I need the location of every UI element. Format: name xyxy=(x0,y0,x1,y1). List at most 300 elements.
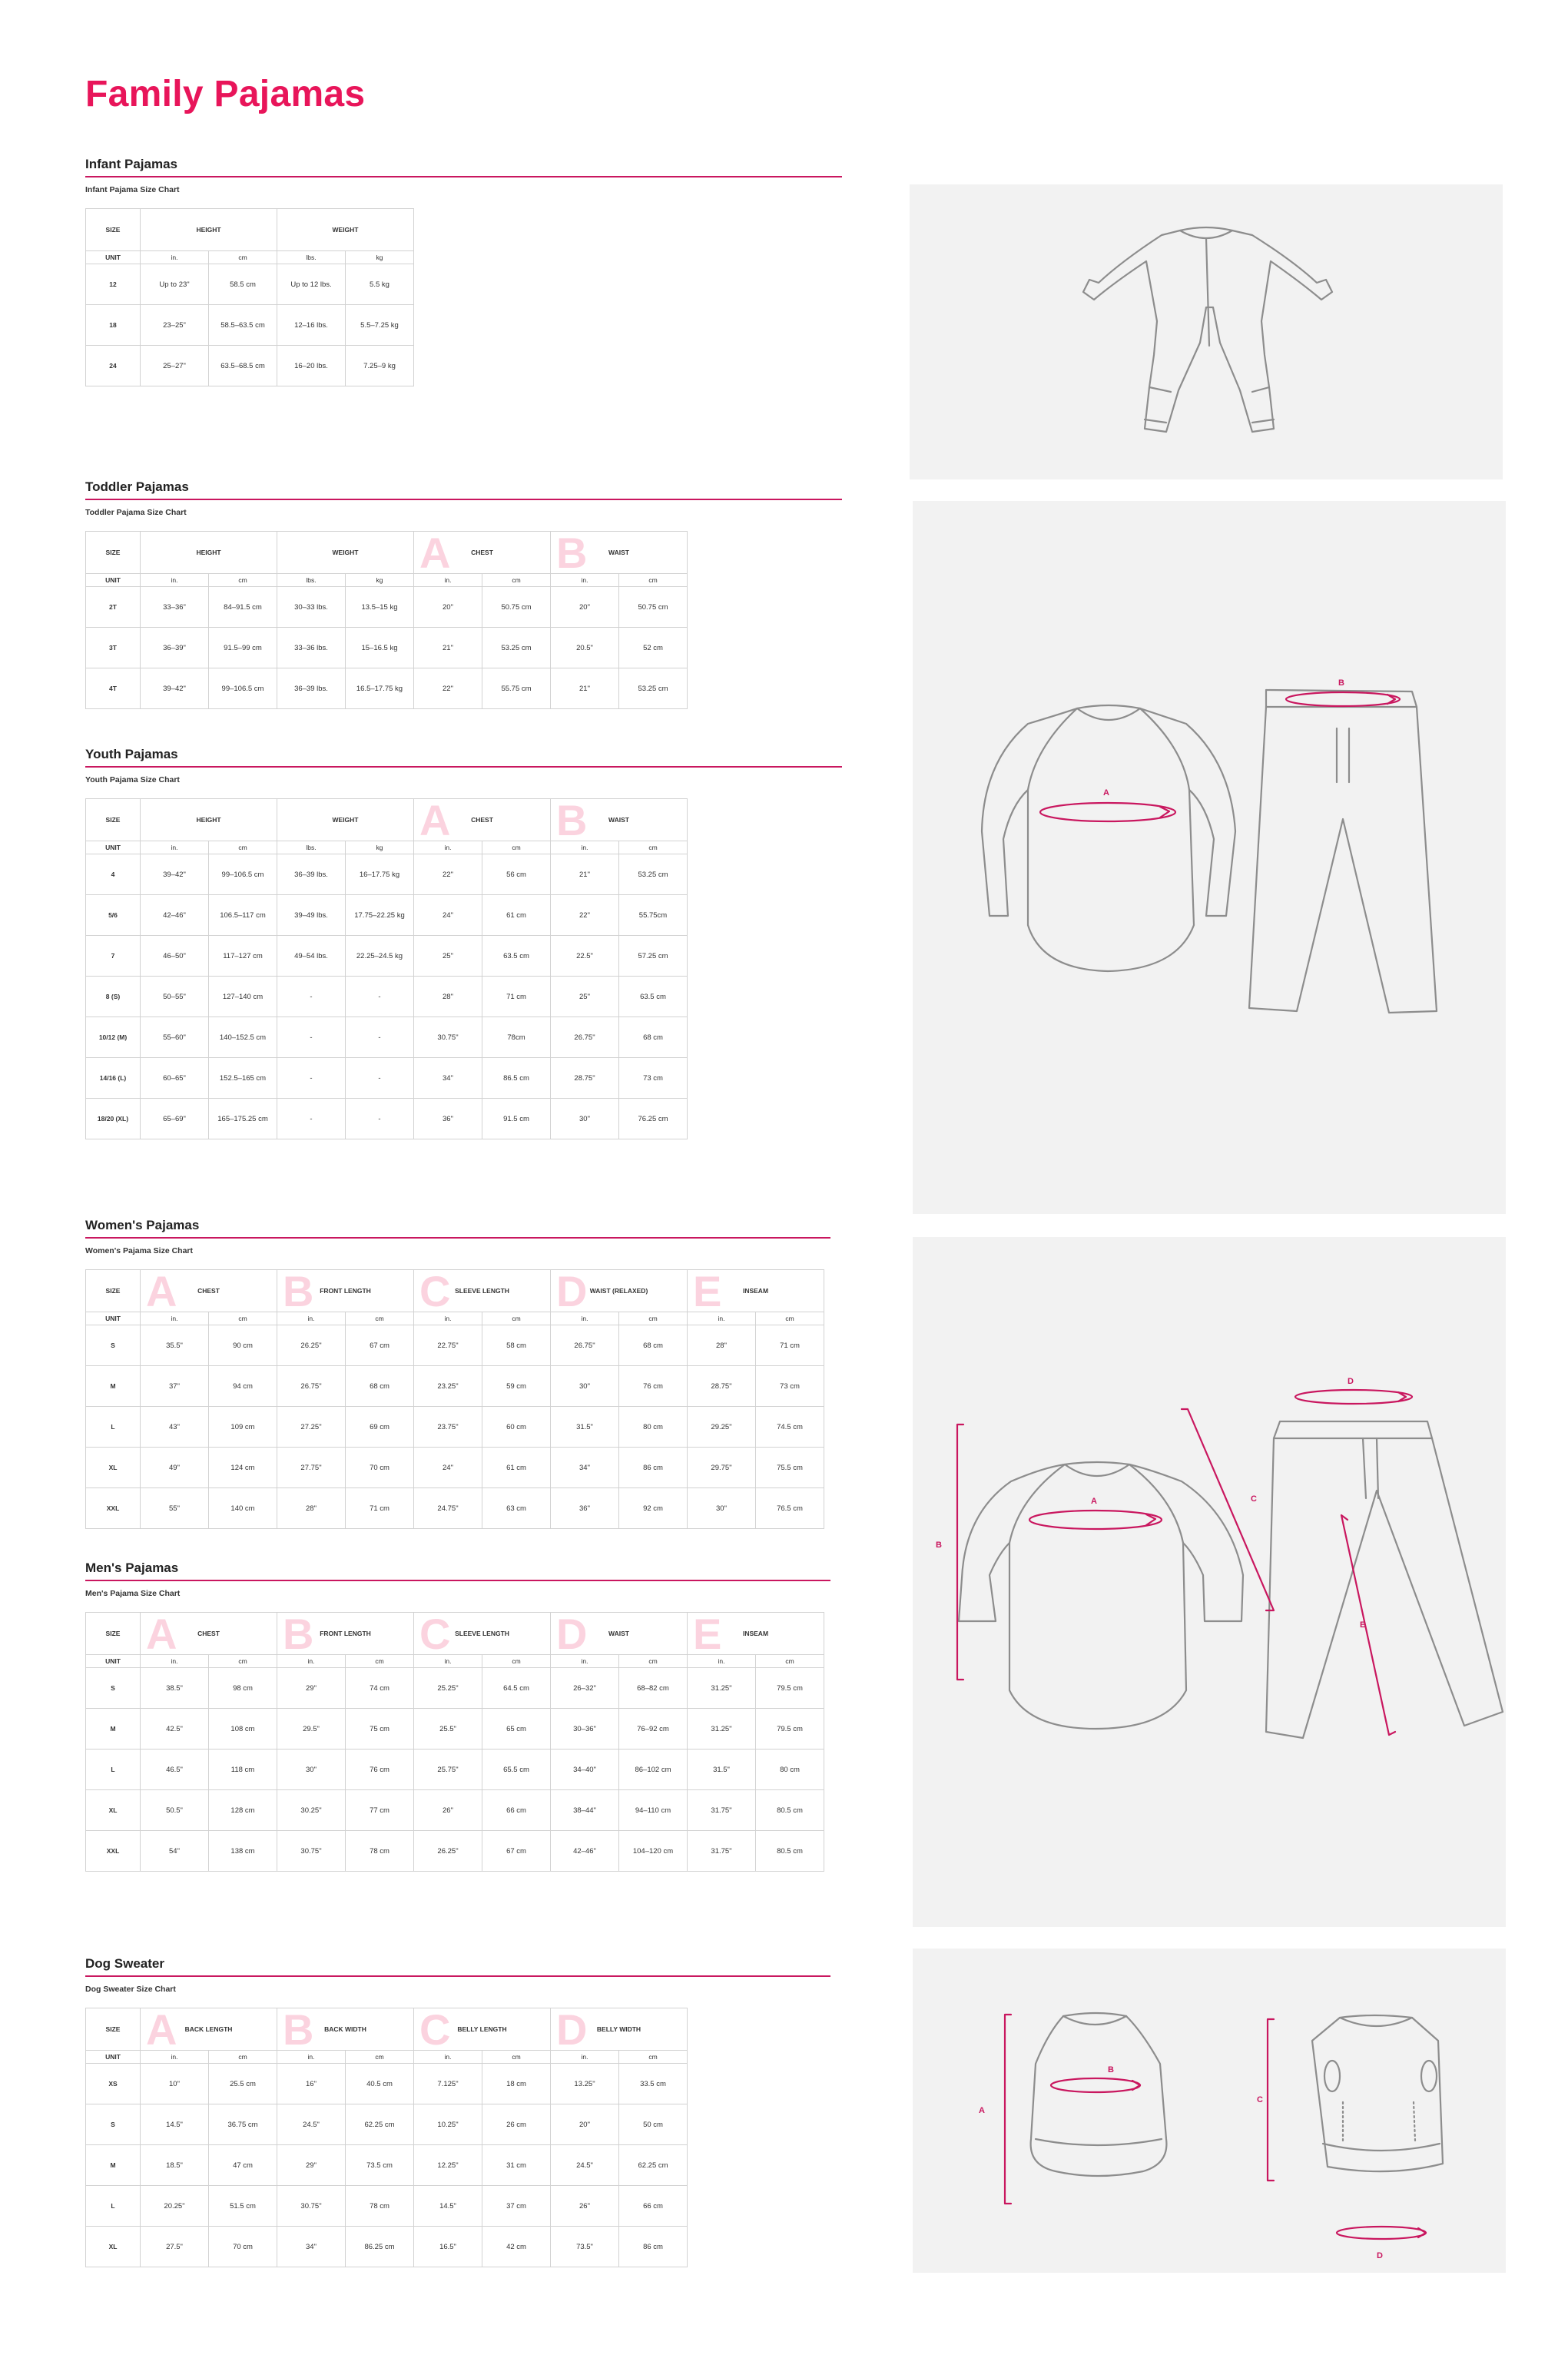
value-cell: 14.5" xyxy=(141,2104,209,2145)
value-cell: 80.5 cm xyxy=(756,1790,824,1831)
value-cell: 74.5 cm xyxy=(756,1407,824,1448)
value-cell: 10" xyxy=(141,2064,209,2104)
measurement-letter: B xyxy=(283,2005,314,2054)
value-cell: 24.75" xyxy=(414,1488,482,1529)
size-cell: XXL xyxy=(86,1831,141,1872)
measurement-label: BELLY WIDTH xyxy=(596,2025,641,2033)
value-cell: 140 cm xyxy=(209,1488,277,1529)
value-cell: 53.25 cm xyxy=(619,668,688,709)
table-row xyxy=(86,1407,824,1448)
value-cell: 30–36" xyxy=(551,1709,619,1750)
table-row xyxy=(86,1831,824,1872)
toddler-pajamas-section xyxy=(85,479,842,709)
value-cell: 52 cm xyxy=(619,628,688,668)
unit-cell: cm xyxy=(756,1312,824,1325)
value-cell: 7.25–9 kg xyxy=(346,346,414,386)
value-cell: 109 cm xyxy=(209,1407,277,1448)
unit-cell: in. xyxy=(551,1655,619,1668)
value-cell: 23–25" xyxy=(141,305,209,346)
unit-row xyxy=(86,841,688,854)
infant-illustration-panel xyxy=(910,184,1503,479)
measurement-label: INSEAM xyxy=(742,1629,769,1637)
value-cell: 71 cm xyxy=(346,1488,414,1529)
unit-cell: in. xyxy=(141,1312,209,1325)
value-cell: 35.5" xyxy=(141,1325,209,1366)
size-cell: 14/16 (L) xyxy=(86,1058,141,1099)
value-cell: 20.25" xyxy=(141,2186,209,2227)
unit-cell: in. xyxy=(141,251,209,264)
value-cell: 68 cm xyxy=(619,1017,688,1058)
measurement-letter: A xyxy=(146,2005,177,2054)
value-cell: 24" xyxy=(414,895,482,936)
value-cell: 36" xyxy=(551,1488,619,1529)
header-row xyxy=(86,1613,824,1655)
value-cell: 27.5" xyxy=(141,2227,209,2267)
top-and-pants-icon xyxy=(913,501,1506,1214)
measurement-letter: C xyxy=(419,1267,451,1315)
table-row xyxy=(86,1709,824,1750)
measurement-header xyxy=(277,2005,414,2054)
section-divider xyxy=(85,1237,830,1239)
value-cell: 34–40" xyxy=(551,1750,619,1790)
dog-illustration-panel xyxy=(913,1949,1506,2273)
value-cell: 28.75" xyxy=(551,1058,619,1099)
value-cell: 86–102 cm xyxy=(619,1750,688,1790)
value-cell: - xyxy=(346,1017,414,1058)
size-cell: 5/6 xyxy=(86,895,141,936)
value-cell: 28" xyxy=(688,1325,756,1366)
value-cell: 16.5–17.75 kg xyxy=(346,668,414,709)
value-cell: 73 cm xyxy=(756,1366,824,1407)
value-cell: 86.25 cm xyxy=(346,2227,414,2267)
size-cell: 10/12 (M) xyxy=(86,1017,141,1058)
value-cell: 22" xyxy=(551,895,619,936)
value-cell: 30.75" xyxy=(414,1017,482,1058)
value-cell: 22.25–24.5 kg xyxy=(346,936,414,977)
value-cell: 26 cm xyxy=(482,2104,551,2145)
unit-cell: cm xyxy=(619,1312,688,1325)
table-row xyxy=(86,977,688,1017)
unit-cell: in. xyxy=(141,841,209,854)
size-cell: S xyxy=(86,2104,141,2145)
measurement-header xyxy=(551,2005,688,2054)
value-cell: 26–32" xyxy=(551,1668,619,1709)
value-cell: 86 cm xyxy=(619,1448,688,1488)
unit-cell: in. xyxy=(551,2051,619,2064)
measurement-letter: D xyxy=(556,1610,588,1658)
value-cell: 31.5" xyxy=(688,1750,756,1790)
value-cell: 26.25" xyxy=(414,1831,482,1872)
unit-header: UNIT xyxy=(86,251,141,264)
unit-cell: cm xyxy=(482,1312,551,1325)
value-cell: - xyxy=(346,1058,414,1099)
value-cell: 73.5" xyxy=(551,2227,619,2267)
value-cell: 65 cm xyxy=(482,1709,551,1750)
value-cell: 7.125" xyxy=(414,2064,482,2104)
size-cell: L xyxy=(86,2186,141,2227)
value-cell: 152.5–165 cm xyxy=(209,1058,277,1099)
unit-cell: in. xyxy=(551,1312,619,1325)
table-row xyxy=(86,936,688,977)
measurement-label: WAIST xyxy=(608,815,629,824)
unit-cell: cm xyxy=(209,841,277,854)
value-cell: 127–140 cm xyxy=(209,977,277,1017)
measurement-header xyxy=(141,2005,277,2054)
value-cell: 76.25 cm xyxy=(619,1099,688,1139)
table-row xyxy=(86,1790,824,1831)
value-cell: 140–152.5 cm xyxy=(209,1017,277,1058)
measurement-letter: D xyxy=(556,2005,588,2054)
measurement-label: HEIGHT xyxy=(196,548,221,556)
unit-cell: in. xyxy=(551,574,619,587)
unit-cell: cm xyxy=(209,251,277,264)
unit-cell: in. xyxy=(141,574,209,587)
value-cell: 94 cm xyxy=(209,1366,277,1407)
value-cell: 20" xyxy=(551,2104,619,2145)
value-cell: 28" xyxy=(414,977,482,1017)
measurement-letter: A xyxy=(146,1267,177,1315)
size-cell: 4 xyxy=(86,854,141,895)
value-cell: 79.5 cm xyxy=(756,1709,824,1750)
value-cell: 47 cm xyxy=(209,2145,277,2186)
adult-illustration-panel xyxy=(913,1237,1506,1927)
value-cell: 29.25" xyxy=(688,1407,756,1448)
value-cell: 55–60" xyxy=(141,1017,209,1058)
value-cell: 22.5" xyxy=(551,936,619,977)
value-cell: 53.25 cm xyxy=(482,628,551,668)
value-cell: 65–69" xyxy=(141,1099,209,1139)
value-cell: 73 cm xyxy=(619,1058,688,1099)
value-cell: 30" xyxy=(551,1366,619,1407)
dog-sweater-section xyxy=(85,1955,830,2267)
value-cell: 25.25" xyxy=(414,1668,482,1709)
value-cell: 75 cm xyxy=(346,1709,414,1750)
measurement-header xyxy=(688,1610,824,1658)
measurement-label: SLEEVE LENGTH xyxy=(455,1629,509,1637)
size-header: SIZE xyxy=(86,532,141,574)
value-cell: 12–16 lbs. xyxy=(277,305,346,346)
value-cell: 49" xyxy=(141,1448,209,1488)
value-cell: 94–110 cm xyxy=(619,1790,688,1831)
size-cell: L xyxy=(86,1750,141,1790)
table-row xyxy=(86,2186,688,2227)
header-row xyxy=(86,1270,824,1312)
measurement-header xyxy=(277,799,414,841)
value-cell: 43" xyxy=(141,1407,209,1448)
value-cell: 31.75" xyxy=(688,1831,756,1872)
value-cell: 51.5 cm xyxy=(209,2186,277,2227)
section-divider xyxy=(85,176,842,177)
value-cell: 42–46" xyxy=(551,1831,619,1872)
unit-cell: in. xyxy=(688,1655,756,1668)
value-cell: 12.25" xyxy=(414,2145,482,2186)
table-row xyxy=(86,1017,688,1058)
size-chart-table xyxy=(85,2005,688,2267)
value-cell: 40.5 cm xyxy=(346,2064,414,2104)
section-title: Toddler Pajamas xyxy=(85,479,189,494)
chart-subtitle: Women's Pajama Size Chart xyxy=(85,1246,194,1255)
value-cell: 39–42" xyxy=(141,854,209,895)
back-length-label-a: A xyxy=(979,2106,985,2115)
header-row xyxy=(86,209,414,251)
measurement-header xyxy=(414,1267,551,1315)
measurement-label: WAIST (RELAXED) xyxy=(589,1286,648,1295)
unit-cell: in. xyxy=(688,1312,756,1325)
value-cell: 34" xyxy=(277,2227,346,2267)
measurement-header xyxy=(551,529,688,577)
value-cell: 5.5 kg xyxy=(346,264,414,305)
table-row xyxy=(86,1448,824,1488)
value-cell: 26.25" xyxy=(277,1325,346,1366)
section-title: Infant Pajamas xyxy=(85,157,177,171)
value-cell: 117–127 cm xyxy=(209,936,277,977)
value-cell: 58.5 cm xyxy=(209,264,277,305)
value-cell: 80 cm xyxy=(619,1407,688,1448)
measurement-header xyxy=(688,1267,824,1315)
measurement-header xyxy=(141,799,277,841)
value-cell: 36" xyxy=(414,1099,482,1139)
value-cell: 26.75" xyxy=(551,1325,619,1366)
measurement-label: INSEAM xyxy=(742,1286,769,1295)
belly-length-label-c: C xyxy=(1257,2095,1263,2104)
unit-cell: kg xyxy=(346,574,414,587)
value-cell: 60 cm xyxy=(482,1407,551,1448)
measurement-letter: D xyxy=(556,1267,588,1315)
value-cell: 67 cm xyxy=(346,1325,414,1366)
chart-subtitle: Dog Sweater Size Chart xyxy=(85,1985,176,1994)
value-cell: 22" xyxy=(414,854,482,895)
value-cell: 27.75" xyxy=(277,1448,346,1488)
value-cell: 84–91.5 cm xyxy=(209,587,277,628)
size-header: SIZE xyxy=(86,2008,141,2051)
value-cell: 25.5 cm xyxy=(209,2064,277,2104)
value-cell: 50–55" xyxy=(141,977,209,1017)
value-cell: 21" xyxy=(551,668,619,709)
section-divider xyxy=(85,1580,830,1581)
section-title: Women's Pajamas xyxy=(85,1218,200,1232)
table-row xyxy=(86,346,414,386)
measurement-letter: B xyxy=(283,1267,314,1315)
value-cell: 165–175.25 cm xyxy=(209,1099,277,1139)
value-cell: 14.5" xyxy=(414,2186,482,2227)
value-cell: 99–106.5 cm xyxy=(209,854,277,895)
value-cell: 78cm xyxy=(482,1017,551,1058)
size-header: SIZE xyxy=(86,209,141,251)
value-cell: 118 cm xyxy=(209,1750,277,1790)
value-cell: 75.5 cm xyxy=(756,1448,824,1488)
measurement-header xyxy=(141,1610,277,1658)
infant-onesie-icon xyxy=(910,184,1503,479)
value-cell: 62.25 cm xyxy=(346,2104,414,2145)
table-row xyxy=(86,854,688,895)
value-cell: 36.75 cm xyxy=(209,2104,277,2145)
measurement-label: WAIST xyxy=(608,1629,629,1637)
unit-cell: in. xyxy=(277,2051,346,2064)
chart-subtitle: Youth Pajama Size Chart xyxy=(85,775,180,784)
value-cell: 124 cm xyxy=(209,1448,277,1488)
value-cell: - xyxy=(277,1017,346,1058)
table-row xyxy=(86,668,688,709)
measurement-label: FRONT LENGTH xyxy=(320,1286,371,1295)
value-cell: 42.5" xyxy=(141,1709,209,1750)
table-row xyxy=(86,628,688,668)
value-cell: 42–46" xyxy=(141,895,209,936)
unit-header: UNIT xyxy=(86,2051,141,2064)
value-cell: 26" xyxy=(414,1790,482,1831)
value-cell: 22.75" xyxy=(414,1325,482,1366)
value-cell: - xyxy=(277,1099,346,1139)
unit-cell: cm xyxy=(209,1655,277,1668)
value-cell: 30.75" xyxy=(277,1831,346,1872)
value-cell: 28" xyxy=(277,1488,346,1529)
value-cell: 26.75" xyxy=(551,1017,619,1058)
chest-label-a: A xyxy=(1091,1497,1097,1506)
value-cell: 55" xyxy=(141,1488,209,1529)
value-cell: 80.5 cm xyxy=(756,1831,824,1872)
measurement-label: BACK WIDTH xyxy=(324,2025,366,2033)
unit-cell: cm xyxy=(209,2051,277,2064)
value-cell: 58.5–63.5 cm xyxy=(209,305,277,346)
value-cell: 76.5 cm xyxy=(756,1488,824,1529)
value-cell: 66 cm xyxy=(482,1790,551,1831)
unit-cell: in. xyxy=(551,841,619,854)
value-cell: 20" xyxy=(414,587,482,628)
value-cell: Up to 12 lbs. xyxy=(277,264,346,305)
inseam-label-e: E xyxy=(1360,1620,1366,1630)
measurement-label: FRONT LENGTH xyxy=(320,1629,371,1637)
value-cell: 20" xyxy=(551,587,619,628)
unit-cell: cm xyxy=(619,2051,688,2064)
mens-pajamas-section xyxy=(85,1560,830,1872)
value-cell: 36–39 lbs. xyxy=(277,668,346,709)
unit-cell: cm xyxy=(482,574,551,587)
unit-cell: in. xyxy=(414,1655,482,1668)
measurement-header xyxy=(551,1610,688,1658)
value-cell: 17.75–22.25 kg xyxy=(346,895,414,936)
unit-cell: cm xyxy=(482,1655,551,1668)
value-cell: 10.25" xyxy=(414,2104,482,2145)
size-header: SIZE xyxy=(86,1270,141,1312)
value-cell: 55.75cm xyxy=(619,895,688,936)
measurement-header xyxy=(414,1610,551,1658)
measurement-label: HEIGHT xyxy=(196,815,221,824)
unit-cell: kg xyxy=(346,841,414,854)
unit-cell: cm xyxy=(619,574,688,587)
value-cell: 70 cm xyxy=(209,2227,277,2267)
value-cell: 39–42" xyxy=(141,668,209,709)
measurement-header xyxy=(277,1610,414,1658)
chart-subtitle: Infant Pajama Size Chart xyxy=(85,185,180,194)
value-cell: 60–65" xyxy=(141,1058,209,1099)
value-cell: 33.5 cm xyxy=(619,2064,688,2104)
measurement-letter: E xyxy=(693,1267,722,1315)
value-cell: 21" xyxy=(551,854,619,895)
value-cell: 24.5" xyxy=(551,2145,619,2186)
unit-header: UNIT xyxy=(86,1312,141,1325)
value-cell: 63 cm xyxy=(482,1488,551,1529)
value-cell: 80 cm xyxy=(756,1750,824,1790)
adult-top-and-pants-icon xyxy=(913,1237,1506,1927)
unit-cell: in. xyxy=(414,841,482,854)
back-width-label-b: B xyxy=(1108,2065,1114,2075)
table-row xyxy=(86,1058,688,1099)
size-cell: 4T xyxy=(86,668,141,709)
value-cell: 31.25" xyxy=(688,1668,756,1709)
value-cell: 71 cm xyxy=(482,977,551,1017)
size-chart-table xyxy=(85,1612,824,1872)
size-cell: 12 xyxy=(86,264,141,305)
measurement-header xyxy=(141,209,277,251)
value-cell: 61 cm xyxy=(482,1448,551,1488)
value-cell: 16.5" xyxy=(414,2227,482,2267)
unit-cell: cm xyxy=(209,574,277,587)
value-cell: 138 cm xyxy=(209,1831,277,1872)
value-cell: 23.25" xyxy=(414,1366,482,1407)
table-row xyxy=(86,1325,824,1366)
size-cell: 7 xyxy=(86,936,141,977)
value-cell: 30" xyxy=(688,1488,756,1529)
value-cell: 24.5" xyxy=(277,2104,346,2145)
value-cell: - xyxy=(346,977,414,1017)
value-cell: 91.5–99 cm xyxy=(209,628,277,668)
measurement-letter: B xyxy=(556,529,588,577)
value-cell: 28.75" xyxy=(688,1366,756,1407)
size-cell: 3T xyxy=(86,628,141,668)
value-cell: 68–82 cm xyxy=(619,1668,688,1709)
value-cell: 33–36 lbs. xyxy=(277,628,346,668)
value-cell: 5.5–7.25 kg xyxy=(346,305,414,346)
waist-label-b: B xyxy=(1338,678,1344,688)
value-cell: 62.25 cm xyxy=(619,2145,688,2186)
unit-cell: cm xyxy=(482,841,551,854)
measurement-label: WEIGHT xyxy=(332,548,359,556)
measurement-label: CHEST xyxy=(471,548,493,556)
unit-cell: in. xyxy=(141,2051,209,2064)
value-cell: 70 cm xyxy=(346,1448,414,1488)
measurement-header xyxy=(551,1267,688,1315)
measurement-label: WEIGHT xyxy=(332,815,359,824)
value-cell: - xyxy=(277,1058,346,1099)
value-cell: 36–39" xyxy=(141,628,209,668)
value-cell: 37" xyxy=(141,1366,209,1407)
value-cell: 86.5 cm xyxy=(482,1058,551,1099)
value-cell: 77 cm xyxy=(346,1790,414,1831)
measurement-label: BACK LENGTH xyxy=(184,2025,233,2033)
value-cell: 30" xyxy=(551,1099,619,1139)
measurement-letter: E xyxy=(693,1610,722,1658)
size-chart-table xyxy=(85,208,414,386)
table-row xyxy=(86,2145,688,2186)
value-cell: 61 cm xyxy=(482,895,551,936)
size-cell: M xyxy=(86,1366,141,1407)
unit-row xyxy=(86,251,414,264)
measurement-label: WAIST xyxy=(608,548,629,556)
belly-width-label-d: D xyxy=(1377,2251,1383,2260)
value-cell: 29" xyxy=(277,2145,346,2186)
value-cell: 50 cm xyxy=(619,2104,688,2145)
value-cell: 68 cm xyxy=(346,1366,414,1407)
value-cell: 16–17.75 kg xyxy=(346,854,414,895)
value-cell: 30–33 lbs. xyxy=(277,587,346,628)
unit-cell: in. xyxy=(141,1655,209,1668)
table-row xyxy=(86,895,688,936)
value-cell: 34" xyxy=(551,1448,619,1488)
table-row xyxy=(86,1099,688,1139)
measurement-label: CHEST xyxy=(197,1629,220,1637)
value-cell: 31.25" xyxy=(688,1709,756,1750)
size-cell: XS xyxy=(86,2064,141,2104)
unit-cell: in. xyxy=(414,1312,482,1325)
